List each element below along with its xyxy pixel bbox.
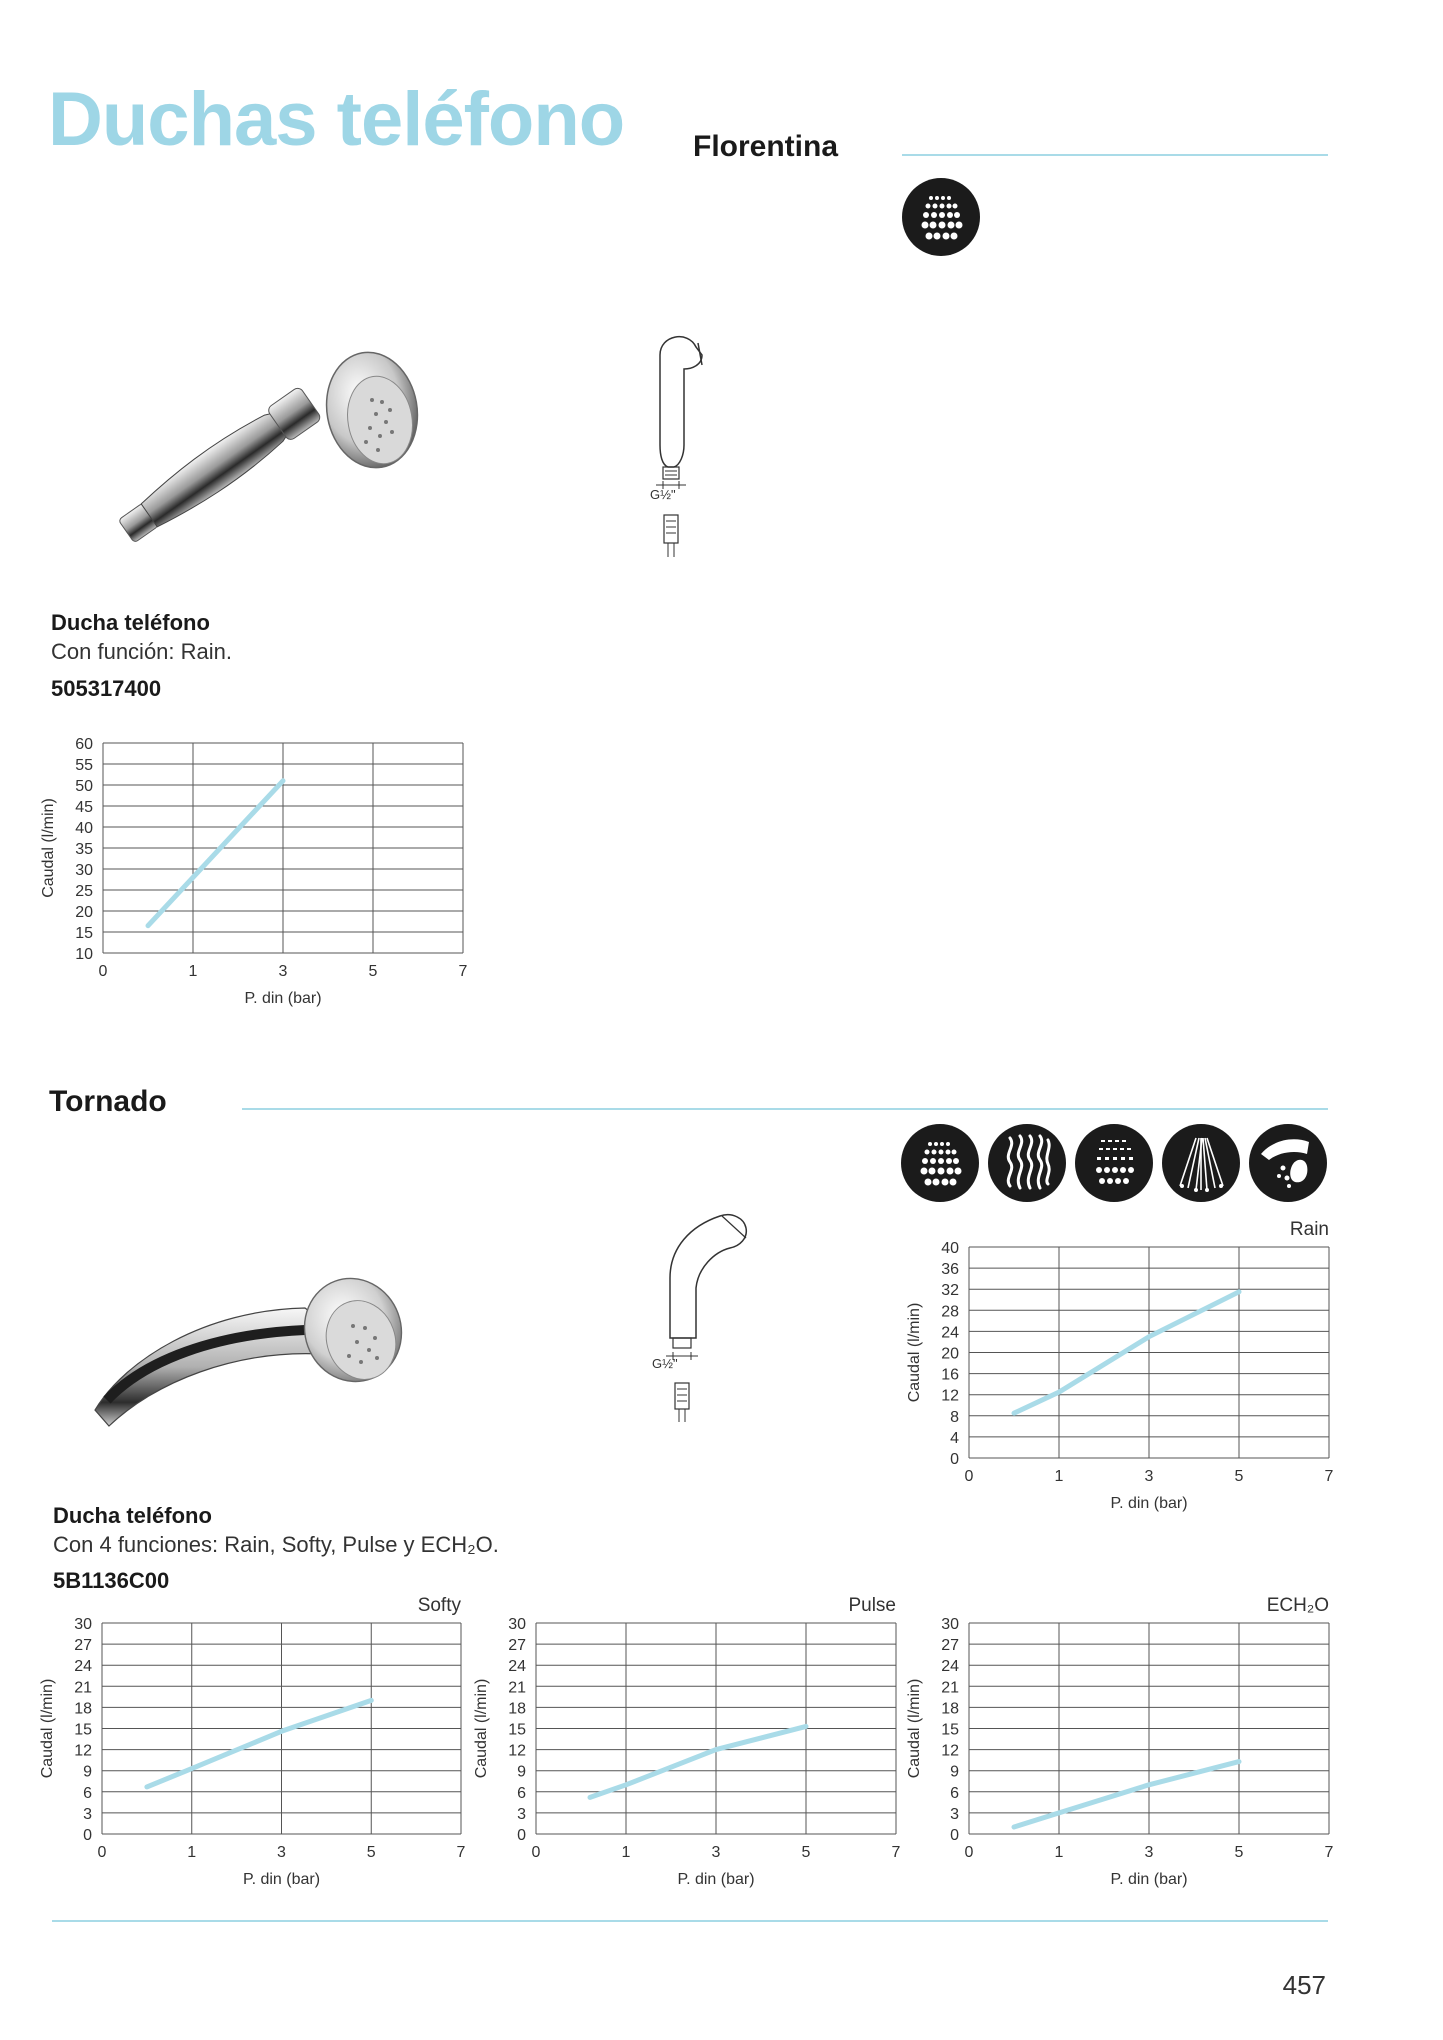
y-tick-label: 25 bbox=[75, 883, 93, 900]
y-tick-label: 9 bbox=[950, 1763, 959, 1781]
y-tick-label: 0 bbox=[517, 1827, 526, 1844]
y-tick-label: 0 bbox=[83, 1827, 92, 1844]
y-tick-label: 55 bbox=[75, 757, 93, 774]
x-tick-label: 7 bbox=[458, 963, 468, 980]
x-tick-label: 0 bbox=[964, 1468, 974, 1485]
section-title-florentina: Florentina bbox=[693, 130, 839, 163]
section-title-tornado: Tornado bbox=[49, 1085, 167, 1118]
page-title: Duchas teléfono bbox=[48, 77, 625, 162]
chart-title: Rain bbox=[1289, 1219, 1329, 1240]
y-axis-label: Caudal (l/min) bbox=[906, 1302, 923, 1403]
y-tick-label: 0 bbox=[950, 1827, 959, 1844]
y-tick-label: 3 bbox=[83, 1805, 92, 1823]
x-tick-label: 1 bbox=[621, 1844, 631, 1861]
y-axis-label: Caudal (l/min) bbox=[40, 798, 57, 898]
y-tick-label: 20 bbox=[75, 904, 93, 921]
page-number: 457 bbox=[1282, 1970, 1326, 2000]
y-tick-label: 16 bbox=[941, 1366, 959, 1384]
series-line bbox=[1014, 1762, 1239, 1827]
y-tick-label: 27 bbox=[74, 1637, 92, 1655]
y-tick-label: 18 bbox=[941, 1700, 959, 1718]
y-tick-label: 4 bbox=[950, 1429, 959, 1447]
chart-title: Pulse bbox=[848, 1595, 896, 1616]
tornado-product-description: Con 4 funciones: Rain, Softy, Pulse y ECH₂O. bbox=[53, 1532, 499, 1557]
y-tick-label: 50 bbox=[75, 778, 93, 795]
x-tick-label: 1 bbox=[188, 963, 198, 980]
x-axis-label: P. din (bar) bbox=[244, 990, 322, 1007]
y-tick-label: 6 bbox=[83, 1784, 92, 1802]
y-tick-label: 20 bbox=[941, 1345, 959, 1363]
x-tick-label: 5 bbox=[1234, 1844, 1244, 1861]
y-tick-label: 45 bbox=[75, 799, 93, 816]
y-tick-label: 40 bbox=[75, 820, 93, 837]
x-tick-label: 7 bbox=[1324, 1468, 1334, 1485]
x-axis-label: P. din (bar) bbox=[1110, 1495, 1188, 1512]
x-tick-label: 3 bbox=[711, 1844, 721, 1861]
tornado-connector-label: G½" bbox=[652, 1356, 678, 1371]
y-tick-label: 30 bbox=[508, 1616, 526, 1633]
y-tick-label: 18 bbox=[74, 1700, 92, 1718]
chart-title: ECH₂O bbox=[1266, 1595, 1329, 1616]
y-tick-label: 30 bbox=[941, 1616, 959, 1633]
y-tick-label: 15 bbox=[75, 925, 93, 942]
florentina-product-name: Ducha teléfono bbox=[51, 610, 210, 635]
x-tick-label: 3 bbox=[278, 963, 288, 980]
florentina-product-code: 505317400 bbox=[51, 676, 162, 701]
y-tick-label: 36 bbox=[941, 1261, 959, 1279]
x-axis-label: P. din (bar) bbox=[1110, 1871, 1188, 1888]
y-axis-label: Caudal (l/min) bbox=[906, 1678, 923, 1779]
y-tick-label: 12 bbox=[74, 1742, 92, 1760]
y-tick-label: 21 bbox=[508, 1679, 526, 1697]
x-tick-label: 5 bbox=[801, 1844, 811, 1861]
y-tick-label: 18 bbox=[508, 1700, 526, 1718]
y-tick-label: 0 bbox=[950, 1451, 959, 1468]
y-tick-label: 21 bbox=[941, 1679, 959, 1697]
x-tick-label: 1 bbox=[1054, 1468, 1064, 1485]
y-tick-label: 24 bbox=[74, 1658, 92, 1676]
y-tick-label: 12 bbox=[941, 1387, 959, 1405]
y-tick-label: 27 bbox=[508, 1637, 526, 1655]
y-tick-label: 30 bbox=[75, 862, 93, 879]
y-tick-label: 12 bbox=[508, 1742, 526, 1760]
tornado-product-name: Ducha teléfono bbox=[53, 1503, 212, 1528]
x-tick-label: 5 bbox=[366, 1844, 376, 1861]
y-tick-label: 15 bbox=[508, 1721, 526, 1739]
y-tick-label: 24 bbox=[941, 1658, 959, 1676]
y-axis-label: Caudal (l/min) bbox=[39, 1678, 56, 1779]
y-tick-label: 21 bbox=[74, 1679, 92, 1697]
y-axis-label: Caudal (l/min) bbox=[473, 1678, 490, 1779]
x-tick-label: 1 bbox=[1054, 1844, 1064, 1861]
x-tick-label: 3 bbox=[277, 1844, 286, 1861]
y-tick-label: 12 bbox=[941, 1742, 959, 1760]
x-axis-label: P. din (bar) bbox=[677, 1871, 755, 1888]
y-tick-label: 15 bbox=[74, 1721, 92, 1739]
x-tick-label: 7 bbox=[891, 1844, 901, 1861]
y-tick-label: 3 bbox=[950, 1805, 959, 1823]
x-tick-label: 5 bbox=[368, 963, 378, 980]
y-tick-label: 9 bbox=[83, 1763, 92, 1781]
y-tick-label: 15 bbox=[941, 1721, 959, 1739]
x-tick-label: 1 bbox=[187, 1844, 197, 1861]
x-tick-label: 0 bbox=[531, 1844, 541, 1861]
y-tick-label: 32 bbox=[941, 1282, 959, 1300]
y-tick-label: 60 bbox=[75, 736, 93, 753]
x-tick-label: 0 bbox=[97, 1844, 107, 1861]
y-tick-label: 35 bbox=[75, 841, 93, 858]
y-tick-label: 27 bbox=[941, 1637, 959, 1655]
y-tick-label: 8 bbox=[950, 1408, 959, 1426]
florentina-product-description: Con función: Rain. bbox=[51, 639, 232, 664]
x-axis-label: P. din (bar) bbox=[242, 1871, 321, 1888]
y-tick-label: 3 bbox=[517, 1805, 526, 1823]
x-tick-label: 3 bbox=[1144, 1844, 1154, 1861]
y-tick-label: 6 bbox=[517, 1784, 526, 1802]
y-tick-label: 40 bbox=[941, 1240, 959, 1257]
x-tick-label: 3 bbox=[1144, 1468, 1154, 1485]
x-tick-label: 0 bbox=[98, 963, 108, 980]
y-tick-label: 10 bbox=[75, 946, 93, 963]
y-tick-label: 24 bbox=[508, 1658, 526, 1676]
tornado-product-code: 5B1136C00 bbox=[53, 1568, 170, 1593]
y-tick-label: 9 bbox=[517, 1763, 526, 1781]
y-tick-label: 6 bbox=[950, 1784, 959, 1802]
y-tick-label: 24 bbox=[941, 1324, 959, 1342]
y-tick-label: 30 bbox=[74, 1616, 92, 1633]
y-tick-label: 28 bbox=[941, 1303, 959, 1321]
x-tick-label: 5 bbox=[1234, 1468, 1244, 1485]
chart-title: Softy bbox=[417, 1595, 461, 1616]
x-tick-label: 7 bbox=[456, 1844, 466, 1861]
x-tick-label: 7 bbox=[1324, 1844, 1334, 1861]
florentina-connector-label: G½" bbox=[650, 487, 676, 502]
x-tick-label: 0 bbox=[964, 1844, 974, 1861]
footer-rule bbox=[52, 1920, 1328, 1922]
